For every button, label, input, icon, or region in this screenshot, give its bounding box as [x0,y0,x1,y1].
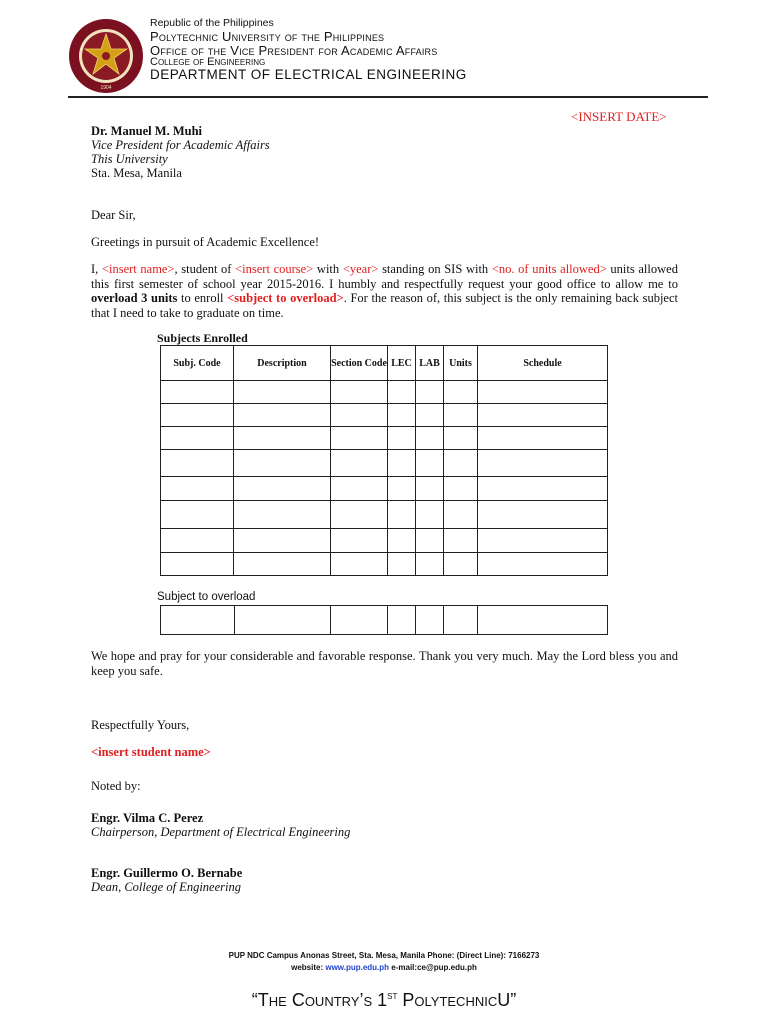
recipient-name: Dr. Manuel M. Muhi [91,124,202,138]
subject-overload-table [160,605,608,635]
department-name: DEPARTMENT OF ELECTRICAL ENGINEERING [150,67,467,82]
chairperson-name: Engr. Vilma C. Perez [91,811,204,825]
header-units: Units [444,346,478,381]
recipient-location: Sta. Mesa, Manila [91,166,182,180]
units-allowed-placeholder: <no. of units allowed> [491,262,607,276]
table-row [161,529,608,553]
header-lab: LAB [416,346,444,381]
recipient-university: This University [91,152,168,166]
table-row [161,427,608,450]
subject-overload-label: Subject to overload [157,591,256,603]
website-link[interactable]: www.pup.edu.ph [325,963,390,972]
subject-overload-placeholder: <subject to overload> [227,291,344,305]
insert-course-placeholder: <insert course> [235,262,314,276]
dean-title: Dean, College of Engineering [91,880,241,894]
subjects-enrolled-table [160,345,608,576]
republic-label: Republic of the Philippines [150,17,274,29]
footer-address: PUP NDC Campus Anonas Street, Sta. Mesa, Manila Phone: (Direct Line): 7166273 [228,951,540,960]
table-row [161,501,608,529]
recipient-position: Vice President for Academic Affairs [91,138,270,152]
date-placeholder: <INSERT DATE> [571,109,667,124]
insert-name-placeholder: <insert name> [101,262,175,276]
university-name: Polytechnic University of the Philippines [150,29,385,44]
closing-salutation: Respectfully Yours, [91,718,190,732]
footer-contact: website: www.pup.edu.ph e-mail:ce@pup.edu.ph [291,963,477,972]
year-placeholder: <year> [342,262,379,276]
svg-text:1904: 1904 [100,85,112,91]
request-paragraph: I, <insert name>, student of <insert course> with <year> standing on SIS with <no. of units allowed> units allowed this first semester of school year 2015-2016. I humbly and respectfully request your good office to allow me to overload 3 units to enroll <subject to overload>. For the reason of, this subject is the only remaining back subject that I need to take to graduate on time. [91,262,678,320]
college-name: College of Engineering [150,56,266,68]
email-text: e-mail:ce@pup.edu.ph [389,963,477,972]
table-row [161,477,608,501]
header-schedule: Schedule [478,346,608,381]
noted-by-label: Noted by: [91,779,141,793]
table-row [161,606,608,635]
university-seal-logo [68,18,144,94]
header-subj-code: Subj. Code [161,346,234,381]
table-row [161,404,608,427]
header-section-code: Section Code [331,346,388,381]
salutation: Dear Sir, [91,208,136,222]
university-motto: “The Country’s 1st PolytechnicU” [251,990,517,1010]
table-row [161,450,608,477]
table-row [161,553,608,576]
chairperson-title: Chairperson, Department of Electrical Engineering [91,825,351,839]
closing-paragraph: We hope and pray for your considerable and favorable response. Thank you very much. May the Lord bless you and keep you safe. [91,649,678,678]
header-description: Description [234,346,331,381]
dean-name: Engr. Guillermo O. Bernabe [91,866,243,880]
subjects-enrolled-label: Subjects Enrolled [157,331,248,345]
office-name: Office of the Vice President for Academic Affairs [150,43,438,58]
greeting: Greetings in pursuit of Academic Excellence! [91,235,320,249]
table-row [161,381,608,404]
student-name-placeholder: <insert student name> [91,745,211,759]
overload-units: overload 3 units [91,291,178,305]
letterhead-divider [68,96,708,98]
header-lec: LEC [388,346,416,381]
